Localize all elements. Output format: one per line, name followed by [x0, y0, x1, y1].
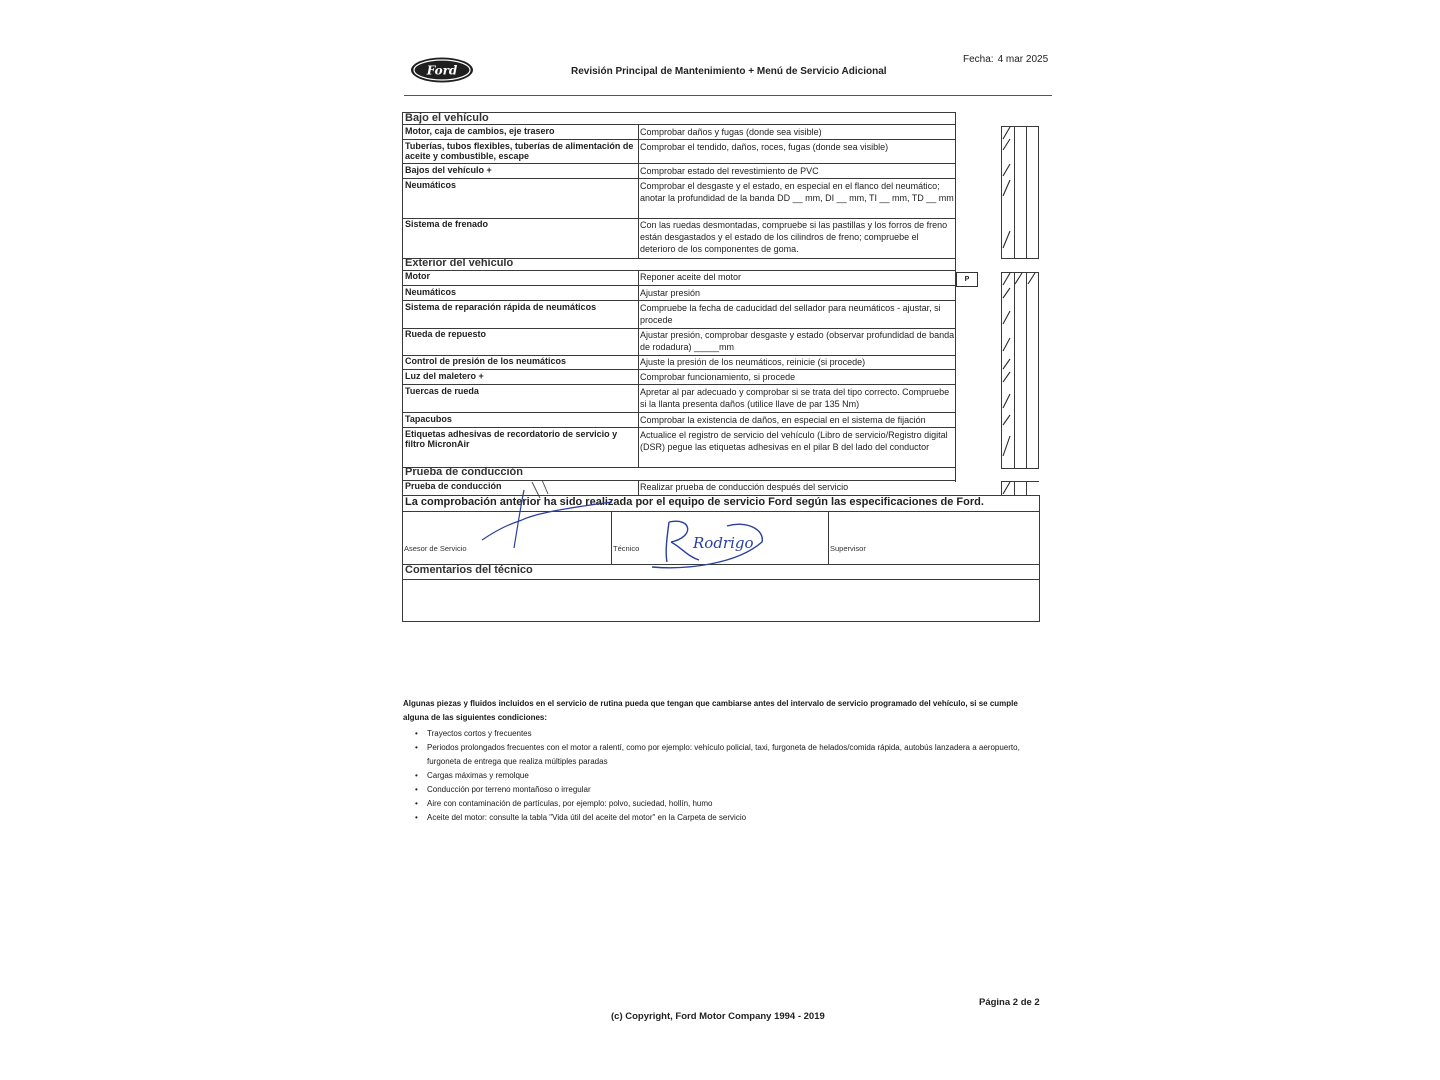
- supervisor-label: Supervisor: [830, 544, 866, 553]
- row-action: Comprobar el tendido, daños, roces, fugas (donde sea visible): [640, 142, 889, 152]
- row-action: Comprobar la existencia de daños, en especial en el sistema de fijación: [640, 415, 926, 425]
- row-action: Comprobar estado del revestimiento de PVC: [640, 166, 819, 176]
- check-mark-icon: [1003, 338, 1010, 351]
- row-action: Ajustar presión, comprobar desgaste y estado (observar profundidad de banda de rodadura) _____mm: [640, 330, 955, 352]
- check-mark-icon: [1003, 394, 1010, 408]
- date: [963, 54, 1048, 65]
- ford-logo-text: Ford: [426, 63, 458, 78]
- list-item: • Cargas máximas y remolque: [427, 769, 1043, 783]
- row-item: Motor: [405, 271, 430, 281]
- row-item: Tuercas de rueda: [405, 386, 479, 396]
- row-item: Prueba de conducción: [405, 481, 502, 491]
- section-title-exterior: Exterior del vehículo: [405, 257, 514, 269]
- check-mark-icon: [1015, 273, 1022, 284]
- date-label: Fecha:: [963, 54, 994, 65]
- check-mark-icon: [1003, 372, 1010, 382]
- advisor-signature: [462, 480, 612, 552]
- row-action: Realizar prueba de conducción después del servicio: [640, 482, 849, 492]
- grid-line: [402, 621, 1039, 622]
- date-value: 4 mar 2025: [997, 54, 1049, 65]
- grid-line: [828, 511, 829, 564]
- grid-line: [402, 163, 955, 164]
- row-item: Rueda de repuesto: [405, 329, 487, 339]
- section-title-under-vehicle: Bajo el vehículo: [405, 112, 489, 124]
- row-item: Bajos del vehículo +: [405, 165, 492, 175]
- row-item: Control de presión de los neumáticos: [405, 356, 567, 366]
- row-item: Neumáticos: [405, 180, 457, 190]
- technician-signature: [647, 512, 777, 572]
- row-action: Apretar al par adecuado y comprobar si se trata del tipo correcto. Compruebe si la llanta presenta daños (utilice llave de par 135 Nm): [640, 387, 950, 409]
- check-mark-icon: [1003, 164, 1010, 176]
- list-item: • Periodos prolongados frecuentes con el motor a ralentí, como por ejemplo: vehículo policial, taxi, furgoneta de helados/comida rápida, autobús lanzadera a aeropuerto, furgoneta de entrega que realiza múltiples paradas: [427, 741, 1043, 769]
- grid-line: [402, 412, 955, 413]
- row-item: Etiquetas adhesivas de recordatorio de servicio y filtro MicronAir: [405, 429, 618, 449]
- ford-logo: [410, 56, 474, 84]
- check-mark-icon: [1003, 288, 1010, 298]
- list-item: • Conducción por terreno montañoso o irregular: [427, 783, 1043, 797]
- check-mark-icon: [1003, 139, 1010, 150]
- service-notes: [403, 697, 1043, 825]
- motor-status-box: P: [956, 272, 978, 287]
- header-divider: [404, 95, 1052, 96]
- check-mark-icon: [1003, 127, 1010, 139]
- check-mark-icon: [1003, 180, 1010, 196]
- grid-line: [402, 579, 1039, 580]
- grid-line: [402, 124, 955, 125]
- row-action: Comprobar el desgaste y el estado, en especial en el flanco del neumático; anotar la profundidad de la banda DD __ mm, DI __ mm, TI __ mm, TD __ mm: [640, 181, 954, 203]
- row-action: Con las ruedas desmontadas, compruebe si las pastillas y los forros de freno están desgastados y el estado de los cilindros de freno; compruebe el deterioro de los componentes de goma.: [640, 220, 948, 254]
- list-item: • Trayectos cortos y frecuentes: [427, 727, 1043, 741]
- page-number: Página 2 de 2: [979, 997, 1040, 1008]
- advisor-label: Asesor de Servicio: [404, 544, 467, 553]
- check-mark-icon: [1003, 359, 1010, 369]
- check-mark-icon: [1003, 415, 1010, 425]
- grid-line: [402, 369, 955, 370]
- technician-label: Técnico: [613, 544, 640, 553]
- form-title: Revisión Principal de Mantenimiento + Menú de Servicio Adicional: [571, 66, 887, 77]
- row-action: Reponer aceite del motor: [640, 272, 742, 282]
- grid-line: [402, 178, 955, 179]
- section-title-test-drive: Prueba de conducción: [405, 466, 523, 478]
- check-mark-icon: [1003, 436, 1010, 456]
- grid-line: [402, 427, 955, 428]
- list-item: • Aceite del motor: consulte la tabla "Vida útil del aceite del motor" en la Carpeta de servicio: [427, 811, 1043, 825]
- list-item: • Aire con contaminación de partículas, por ejemplo: polvo, suciedad, hollín, humo: [427, 797, 1043, 811]
- checklist-form: [402, 112, 1039, 622]
- check-mark-icon: [1003, 482, 1010, 494]
- row-item: Neumáticos: [405, 287, 457, 297]
- technician-signature-text: Rodrigo: [693, 534, 754, 552]
- row-item: Sistema de reparación rápida de neumáticos: [405, 302, 597, 312]
- grid-line: [402, 139, 955, 140]
- row-item: Motor, caja de cambios, eje trasero: [405, 126, 555, 136]
- copyright: (c) Copyright, Ford Motor Company 1994 - 2019: [611, 1011, 825, 1022]
- row-item: Tuberías, tubos flexibles, tuberías de alimentación de aceite y combustible, escape: [405, 141, 634, 161]
- row-item: Tapacubos: [405, 414, 452, 424]
- check-marks: [1000, 126, 1042, 496]
- grid-line: [638, 480, 639, 495]
- grid-line: [1039, 495, 1040, 622]
- grid-line: [402, 384, 955, 385]
- row-action: Ajuste la presión de los neumáticos, reinicie (si procede): [640, 357, 866, 367]
- comments-title: Comentarios del técnico: [405, 564, 533, 576]
- notes-intro: Algunas piezas y fluidos incluidos en el servicio de rutina pueda que tengan que cambiarse antes del intervalo de servicio programado del vehículo, si se cumple alguna de las siguientes condiciones:: [403, 699, 1018, 722]
- row-action: Compruebe la fecha de caducidad del sellador para neumáticos - ajustar, si procede: [640, 303, 941, 325]
- row-item: Luz del maletero +: [405, 371, 484, 381]
- row-item: Sistema de frenado: [405, 219, 489, 229]
- row-action: Comprobar daños y fugas (donde sea visible): [640, 127, 822, 137]
- check-mark-icon: [1003, 311, 1010, 324]
- confirmation-statement: La comprobación anterior ha sido realizada por el equipo de servicio Ford según las especificaciones de Ford.: [405, 496, 984, 508]
- check-mark-icon: [1028, 273, 1035, 284]
- conditions-list: [403, 727, 1043, 825]
- row-action: Actualice el registro de servicio del vehículo (Libro de servicio/Registro digital (DSR) pegue las etiquetas adhesivas en el pilar B del lado del conductor: [640, 430, 948, 452]
- grid-line: [638, 124, 639, 259]
- check-mark-icon: [1003, 273, 1010, 285]
- grid-line: [402, 300, 955, 301]
- row-action: Comprobar funcionamiento, si procede: [640, 372, 796, 382]
- grid-line: [402, 285, 955, 286]
- grid-line: [402, 112, 403, 622]
- check-mark-icon: [1003, 231, 1010, 248]
- row-action: Ajustar presión: [640, 288, 701, 298]
